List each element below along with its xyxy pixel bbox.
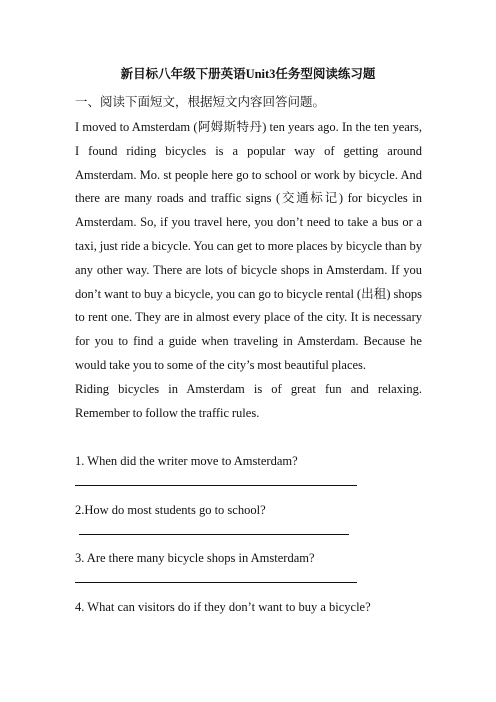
section-heading: 一、阅读下面短文，根据短文内容回答问题。 [75,95,326,109]
answer-line-2[interactable] [79,534,349,535]
question-1: 1. When did the writer move to Amsterdam? [75,454,298,468]
question-3: 3. Are there many bicycle shops in Amsterdam? [75,551,315,565]
passage-paragraph-2: Riding bicycles in Amsterdam is of great fun and relaxing. Remember to follow the traffic rules. [75,381,422,420]
reading-passage [75,116,422,425]
answer-line-1[interactable] [75,485,357,486]
question-4: 4. What can visitors do if they don’t want to buy a bicycle? [75,600,371,614]
document-title: 新目标八年级下册英语Unit3任务型阅读练习题 [120,67,376,81]
question-list [75,453,422,615]
answer-line-3[interactable] [75,582,357,583]
question-2: 2.How do most students go to school? [75,503,266,517]
passage-paragraph-1: I moved to Amsterdam (阿姆斯特丹) ten years ago. In the ten years, I found riding bicycles is a popular way of getting around Amsterdam. Mo. st people here go to school or work by bicycle. And there are many roads and traffic signs (交通标记) for bicycles in Amsterdam. So, if you travel here, you don’t need to take a bus or a taxi, just ride a bicycle. You can get to more places by bicycle than by any other way. There are lots of bicycle shops in Amsterdam. If you don’t want to buy a bicycle, you can go to bicycle rental (出租) shops to rent one. They are in almost every place of the city. It is necessary for you to find a guide when traveling in Amsterdam. Because he would take you to some of the city’s most beautiful places. [75,120,422,372]
